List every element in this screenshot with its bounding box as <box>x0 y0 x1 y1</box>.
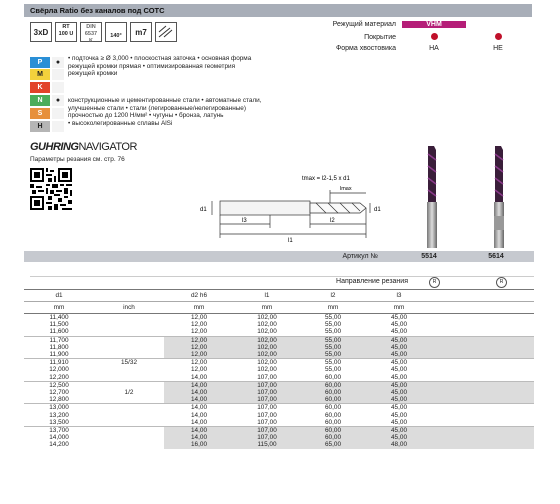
table-row <box>24 344 534 351</box>
table-cell: 60,00 <box>300 396 366 404</box>
table-cell: 14,00 <box>191 418 207 426</box>
table-spacer-cell <box>432 381 534 389</box>
lmax-label: lmax <box>340 186 352 192</box>
table-cell: 14,200 <box>49 441 69 449</box>
table-cell: 60,00 <box>325 373 341 381</box>
table-cell: 55,00 <box>325 328 341 336</box>
table-cell: 107,00 <box>234 427 300 435</box>
table-cell: 45,00 <box>366 344 432 351</box>
table-cell <box>94 434 164 441</box>
table-cell: 55,00 <box>325 321 341 329</box>
spec-material-row <box>236 19 530 29</box>
table-cell: 55,00 <box>300 351 366 359</box>
unit-d2: mm <box>164 302 234 314</box>
table-cell: 14,00 <box>164 381 234 389</box>
table-cell: 102,00 <box>257 321 277 329</box>
table-cell: 45,00 <box>391 321 407 329</box>
table-cell: 107,00 <box>234 396 300 404</box>
table-cell: 15/32 <box>94 359 164 367</box>
table-cell: 45,00 <box>366 336 432 344</box>
table-cell: 45,00 <box>366 404 432 412</box>
article-bar <box>24 251 534 262</box>
unit-inch: inch <box>94 302 164 314</box>
table-cell: 13,000 <box>24 404 94 412</box>
table-spacer-cell <box>432 344 534 351</box>
d1-label: d1 <box>374 207 381 213</box>
table-row <box>24 441 534 448</box>
right-hand-cut-icon: R <box>429 277 440 288</box>
table-cell <box>94 314 164 322</box>
iso-m-dot <box>52 69 64 80</box>
l2-label: l2 <box>330 218 335 224</box>
iso-n-dot-icon: ● <box>52 95 64 106</box>
table-spacer-cell <box>432 328 534 336</box>
table-cell: 45,00 <box>366 396 432 404</box>
navigator-logo: GUHRINGNAVIGATOR <box>30 141 137 153</box>
table-cell: 45,00 <box>391 411 407 419</box>
table-cell: 102,00 <box>234 314 300 322</box>
table-cell: 14,00 <box>164 396 234 404</box>
table-cell: 107,00 <box>257 418 277 426</box>
header-spacer <box>432 290 534 302</box>
table-spacer-cell <box>432 366 534 373</box>
table-spacer-cell <box>432 314 534 322</box>
table-cell: 115,00 <box>234 441 300 448</box>
table-cell: 12,00 <box>164 336 234 344</box>
coating-label: Покрытие <box>364 33 396 41</box>
table-cell: 107,00 <box>234 404 300 412</box>
d2-label: d1 <box>200 207 207 213</box>
table-row <box>24 434 534 441</box>
tmax-label: tmax = l2-1,5 x d1 <box>302 176 350 182</box>
tolerance-icon: m7 <box>130 22 152 42</box>
table-cell: 55,00 <box>300 336 366 344</box>
table-row <box>24 314 534 322</box>
table-cell: 12,800 <box>49 396 69 404</box>
table-cell <box>94 321 164 328</box>
length-ratio-icon: 3xD <box>30 22 52 42</box>
article-5514: 5514 <box>421 253 437 260</box>
table-cell: 11,900 <box>49 351 69 359</box>
table-cell <box>94 412 164 419</box>
header-l1: l1 <box>234 290 300 302</box>
table-cell: 55,00 <box>300 344 366 351</box>
article-5614: 5614 <box>488 253 504 260</box>
table-cell: 13,700 <box>24 427 94 435</box>
table-spacer-cell <box>432 427 534 435</box>
table-cell: 12,00 <box>191 366 207 374</box>
table-cell: 102,00 <box>234 351 300 359</box>
shank-value-2: HE <box>493 44 503 52</box>
table-cell: 12,000 <box>49 366 69 374</box>
spec-shank-row <box>236 43 530 53</box>
table-spacer-cell <box>432 419 534 427</box>
table-cell: 45,00 <box>366 389 432 396</box>
table-row <box>24 389 534 396</box>
table-cell: 14,00 <box>164 434 234 441</box>
table-cell: 11,700 <box>24 336 94 344</box>
article-label: Артикул № <box>342 253 378 260</box>
unit-l2: mm <box>300 302 366 314</box>
iso-s-dot <box>52 108 64 119</box>
table-spacer-cell <box>432 389 534 396</box>
table-cell: 45,00 <box>366 434 432 441</box>
table-cell: 55,00 <box>325 366 341 374</box>
table-cell: 45,00 <box>366 359 432 367</box>
iso-h-dot <box>52 121 64 132</box>
table-row <box>24 396 534 404</box>
table-cell: 11,600 <box>49 328 69 336</box>
material-value: VHM <box>402 21 466 28</box>
table-cell: 11,400 <box>24 314 94 322</box>
table-spacer-cell <box>432 359 534 367</box>
table-cell: 60,00 <box>325 411 341 419</box>
table-row <box>24 419 534 427</box>
table-cell: 13,500 <box>49 418 69 426</box>
table-cell: 12,700 <box>49 389 69 397</box>
right-hand-cut-icon: R <box>496 277 507 288</box>
iso-k: K <box>30 82 50 93</box>
table-cell <box>94 441 164 448</box>
table-cell: 12,00 <box>164 351 234 359</box>
cutting-params-link[interactable]: Параметры резания см. стр. 76 <box>30 156 125 163</box>
table-cell: 13,200 <box>49 411 69 419</box>
spec-coating-row <box>236 32 530 42</box>
table-cell: 45,00 <box>391 366 407 374</box>
table-spacer-cell <box>432 434 534 441</box>
drill-5514-image <box>423 146 441 248</box>
features-text: • подточка ≥ Ø 3,000 • плоскостная заточка • основная форма режущей кромки прямая • оптимизированная геометрия режущей кромки <box>68 55 252 77</box>
header-d2: d2 h6 <box>164 290 234 302</box>
unit-spacer <box>432 302 534 314</box>
table-cell: 12,00 <box>164 359 234 367</box>
table-spacer-cell <box>432 374 534 382</box>
table-units-row <box>24 302 534 314</box>
table-cell: 12,00 <box>164 314 234 322</box>
property-icons <box>30 22 177 44</box>
table-cell <box>94 344 164 351</box>
header-inch-blank <box>94 290 164 302</box>
unit-l3: mm <box>366 302 432 314</box>
table-cell: 102,00 <box>257 366 277 374</box>
table-cell: 12,00 <box>191 328 207 336</box>
table-cell <box>94 336 164 344</box>
table-cell: 55,00 <box>300 314 366 322</box>
table-cell: 60,00 <box>300 389 366 396</box>
table-cell: 16,00 <box>164 441 234 448</box>
iso-p-dot-icon: ● <box>52 57 64 68</box>
iso-p: P <box>30 57 50 68</box>
table-cell: 14,00 <box>191 373 207 381</box>
shank-label: Форма хвостовика <box>335 44 396 52</box>
table-cell: 45,00 <box>366 427 432 435</box>
table-cell: 11,910 <box>24 359 94 367</box>
table-cell <box>94 374 164 382</box>
iso-h: H <box>30 121 50 132</box>
table-cell: 45,00 <box>366 314 432 322</box>
iso-n: N <box>30 95 50 106</box>
table-cell: 11,800 <box>49 343 69 351</box>
table-cell: 12,200 <box>49 373 69 381</box>
table-row <box>24 427 534 435</box>
drill-dimension-diagram <box>190 168 400 248</box>
table-row <box>24 351 534 359</box>
table-row <box>24 336 534 344</box>
unit-l1: mm <box>234 302 300 314</box>
table-cell: 102,00 <box>234 344 300 351</box>
table-row <box>24 359 534 367</box>
table-cell: 107,00 <box>234 389 300 396</box>
din-icon: DIN 6537 K <box>80 22 102 42</box>
table-cell: 102,00 <box>257 328 277 336</box>
cutting-direction-label: Направление резания <box>336 278 408 285</box>
table-spacer-cell <box>432 396 534 404</box>
table-cell <box>94 404 164 412</box>
table-cell: 107,00 <box>257 373 277 381</box>
material-label: Режущий материал <box>332 20 396 28</box>
table-cell: 14,00 <box>164 404 234 412</box>
table-cell: 45,00 <box>391 418 407 426</box>
table-cell: 60,00 <box>300 404 366 412</box>
table-cell: 45,00 <box>391 328 407 336</box>
table-row <box>24 404 534 412</box>
table-cell: 60,00 <box>300 381 366 389</box>
l1-label: l1 <box>288 238 293 244</box>
table-row <box>24 374 534 382</box>
unit-d1: mm <box>24 302 94 314</box>
table-row <box>24 321 534 328</box>
standard-icon: RT 100 U <box>55 22 77 42</box>
table-cell: 55,00 <box>300 359 366 367</box>
table-cell: 102,00 <box>234 336 300 344</box>
table-cell: 45,00 <box>366 351 432 359</box>
table-cell <box>94 427 164 435</box>
shank-value-1: HA <box>429 44 439 52</box>
table-cell: 65,00 <box>300 441 366 448</box>
dimensions-table <box>24 289 534 449</box>
table-spacer-cell <box>432 441 534 448</box>
table-cell: 48,00 <box>366 441 432 448</box>
table-cell <box>94 381 164 389</box>
table-cell: 102,00 <box>234 359 300 367</box>
table-row <box>24 328 534 336</box>
table-spacer-cell <box>432 404 534 412</box>
divider <box>30 276 534 277</box>
table-cell: 12,500 <box>24 381 94 389</box>
point-angle-icon: 140° <box>105 22 127 42</box>
shank-icon <box>155 22 177 42</box>
table-cell: 107,00 <box>234 381 300 389</box>
table-spacer-cell <box>432 351 534 359</box>
qr-code-icon <box>30 168 72 210</box>
materials-text: конструкционные и цементированные стали • автоматные стали, улучшенные стали • стали (легированные/нелегированные) прочностью до 1200 Н/мм² • чугуны • бронза, латунь • высоколегированные сплавы AlSi <box>68 97 262 127</box>
table-cell: 14,00 <box>164 389 234 396</box>
table-cell: 107,00 <box>257 411 277 419</box>
table-cell: 12,00 <box>191 321 207 329</box>
table-cell: 1/2 <box>124 389 134 397</box>
table-cell: 60,00 <box>300 427 366 435</box>
coating-dot-icon <box>402 33 466 42</box>
table-cell <box>94 396 164 404</box>
table-cell <box>94 351 164 359</box>
table-cell: 45,00 <box>366 381 432 389</box>
table-cell <box>94 366 164 373</box>
table-cell: 60,00 <box>325 418 341 426</box>
iso-s: S <box>30 108 50 119</box>
table-header-row <box>24 290 534 302</box>
iso-m: M <box>30 69 50 80</box>
table-cell: 11,500 <box>49 321 69 329</box>
table-cell <box>94 328 164 336</box>
header-d1: d1 <box>24 290 94 302</box>
table-cell <box>94 419 164 427</box>
table-cell: 45,00 <box>391 373 407 381</box>
header-l3: l3 <box>366 290 432 302</box>
table-cell: 14,00 <box>164 427 234 435</box>
table-cell: 14,00 <box>191 411 207 419</box>
table-cell: 107,00 <box>234 434 300 441</box>
drill-5614-image <box>490 146 508 248</box>
page-title: Свёрла Ratio без каналов под СОТС <box>24 4 532 17</box>
iso-k-dot <box>52 82 64 93</box>
header-l2: l2 <box>300 290 366 302</box>
table-spacer-cell <box>432 336 534 344</box>
table-row <box>24 412 534 419</box>
table-spacer-cell <box>432 321 534 328</box>
table-row <box>24 366 534 373</box>
table-spacer-cell <box>432 412 534 419</box>
table-cell: 12,00 <box>164 344 234 351</box>
table-row <box>24 381 534 389</box>
table-cell: 14,000 <box>49 434 69 442</box>
coating-dot-icon <box>466 33 530 42</box>
l3-label: l3 <box>242 218 247 224</box>
table-cell: 60,00 <box>300 434 366 441</box>
